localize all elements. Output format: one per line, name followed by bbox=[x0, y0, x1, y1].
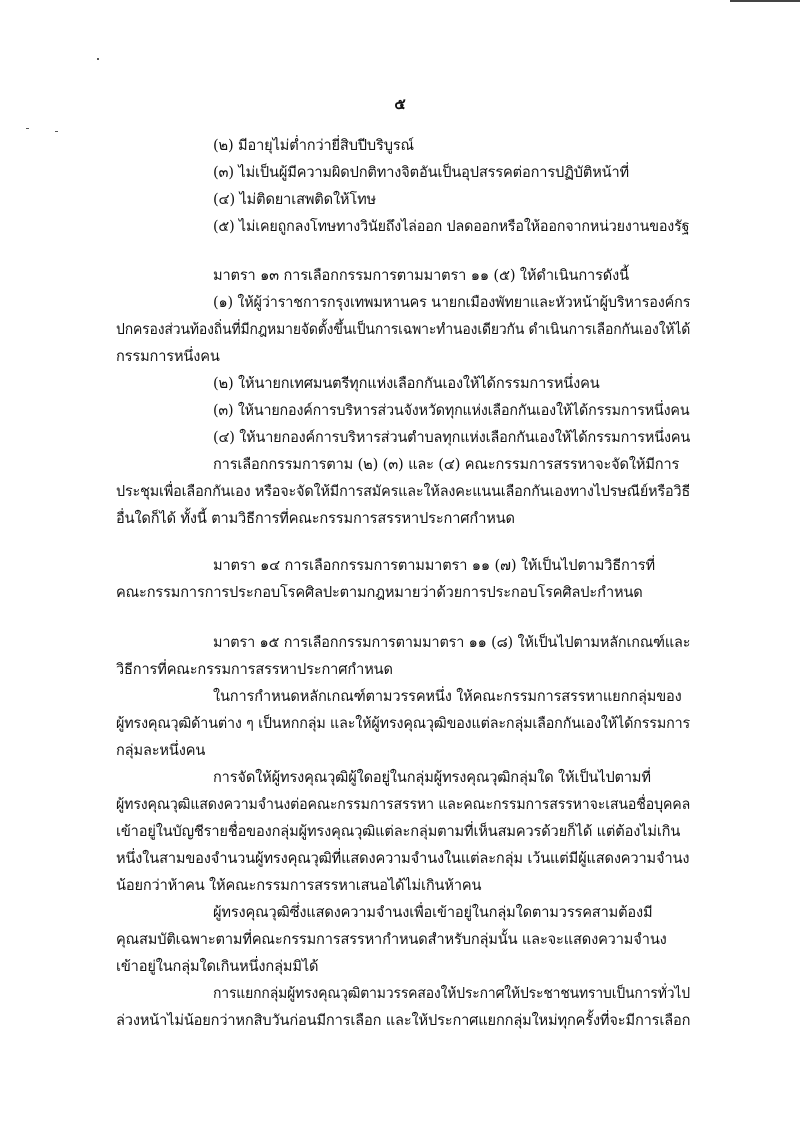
text-line: หนึ่งในสามของจำนวนผู้ทรงคุณวุฒิที่แสดงความจำนงในแต่ละกลุ่ม เว้นแต่มีผู้แสดงความจำนง bbox=[116, 850, 690, 867]
text-line: (๓) ไม่เป็นผู้มีความผิดปกติทางจิตอันเป็นอุปสรรคต่อการปฏิบัติหน้าที่ bbox=[213, 164, 630, 181]
page-number: ๕ bbox=[394, 95, 406, 113]
text-line: เข้าอยู่ในบัญชีรายชื่อของกลุ่มผู้ทรงคุณวุฒิแต่ละกลุ่มตามที่เห็นสมควรด้วยก็ได้ แต่ต้องไม่เกิน bbox=[116, 823, 681, 840]
text-line: คุณสมบัติเฉพาะตามที่คณะกรรมการสรรหากำหนดสำหรับกลุ่มนั้น และจะแสดงความจำนง bbox=[116, 931, 667, 948]
text-line: กลุ่มละหนึ่งคน bbox=[116, 742, 206, 759]
scan-speck bbox=[97, 58, 99, 60]
text-line: (๔) ให้นายกองค์การบริหารส่วนตำบลทุกแห่งเลือกกันเองให้ได้กรรมการหนึ่งคน bbox=[213, 429, 691, 446]
section-heading: มาตรา ๑๔ การเลือกกรรมการตามมาตรา ๑๑ (๗) ให้เป็นไปตามวิธีการที่ bbox=[213, 557, 655, 574]
text-line: (๕) ไม่เคยถูกลงโทษทางวินัยถึงไล่ออก ปลดออกหรือให้ออกจากหน่วยงานของรัฐ bbox=[213, 218, 690, 235]
text-line: กรรมการหนึ่งคน bbox=[116, 348, 220, 365]
text-line: ปกครองส่วนท้องถิ่นที่มีกฎหมายจัดตั้งขึ้นเป็นการเฉพาะทำนองเดียวกัน ดำเนินการเลือกกันเองให้ได้ bbox=[116, 321, 691, 338]
text-line: การจัดให้ผู้ทรงคุณวุฒิผู้ใดอยู่ในกลุ่มผู้ทรงคุณวุฒิกลุ่มใด ให้เป็นไปตามที่ bbox=[213, 769, 651, 786]
text-line: (๔) ไม่ติดยาเสพติดให้โทษ bbox=[213, 191, 377, 208]
text-line: ประชุมเพื่อเลือกกันเอง หรือจะจัดให้มีการสมัครและให้ลงคะแนนเลือกกันเองทางไปรษณีย์หรือวิธี bbox=[116, 483, 691, 500]
text-line: (๑) ให้ผู้ว่าราชการกรุงเทพมหานคร นายกเมืองพัทยาและหัวหน้าผู้บริหารองค์กร bbox=[213, 294, 691, 311]
text-line: การแยกกลุ่มผู้ทรงคุณวุฒิตามวรรคสองให้ประกาศให้ประชาชนทราบเป็นการทั่วไป bbox=[213, 985, 690, 1002]
text-line: ล่วงหน้าไม่น้อยกว่าหกสิบวันก่อนมีการเลือก และให้ประกาศแยกกลุ่มใหม่ทุกครั้งที่จะมีการเลือก bbox=[116, 1012, 691, 1029]
scan-edge-mark bbox=[730, 0, 800, 2]
text-line: (๒) มีอายุไม่ต่ำกว่ายี่สิบปีบริบูรณ์ bbox=[213, 137, 414, 154]
text-line: (๓) ให้นายกองค์การบริหารส่วนจังหวัดทุกแห่งเลือกกันเองให้ได้กรรมการหนึ่งคน bbox=[213, 402, 690, 419]
text-line: ในการกำหนดหลักเกณฑ์ตามวรรคหนึ่ง ให้คณะกรรมการสรรหาแยกกลุ่มของ bbox=[213, 688, 682, 705]
scan-speck bbox=[55, 131, 58, 132]
text-line: ผู้ทรงคุณวุฒิซึ่งแสดงความจำนงเพื่อเข้าอยู่ในกลุ่มใดตามวรรคสามต้องมี bbox=[213, 904, 653, 921]
text-line: คณะกรรมการการประกอบโรคศิลปะตามกฎหมายว่าด้วยการประกอบโรคศิลปะกำหนด bbox=[116, 584, 643, 601]
text-line: ผู้ทรงคุณวุฒิด้านต่าง ๆ เป็นหกกลุ่ม และให้ผู้ทรงคุณวุฒิของแต่ละกลุ่มเลือกกันเองให้ได้กรรมการ bbox=[116, 715, 691, 732]
text-line: การเลือกกรรมการตาม (๒) (๓) และ (๔) คณะกรรมการสรรหาจะจัดให้มีการ bbox=[213, 456, 680, 473]
text-line: เข้าอยู่ในกลุ่มใดเกินหนึ่งกลุ่มมิได้ bbox=[116, 958, 319, 975]
text-line: ผู้ทรงคุณวุฒิแสดงความจำนงต่อคณะกรรมการสรรหา และคณะกรรมการสรรหาจะเสนอชื่อบุคคล bbox=[116, 796, 691, 813]
text-line: วิธีการที่คณะกรรมการสรรหาประกาศกำหนด bbox=[116, 661, 393, 678]
section-heading: มาตรา ๑๕ การเลือกกรรมการตามมาตรา ๑๑ (๘) ให้เป็นไปตามหลักเกณฑ์และ bbox=[213, 634, 691, 651]
text-line: น้อยกว่าห้าคน ให้คณะกรรมการสรรหาเสนอได้ไม่เกินห้าคน bbox=[116, 877, 482, 894]
section-heading: มาตรา ๑๓ การเลือกกรรมการตามมาตรา ๑๑ (๕) ให้ดำเนินการดังนี้ bbox=[213, 267, 629, 284]
text-line: (๒) ให้นายกเทศมนตรีทุกแห่งเลือกกันเองให้ได้กรรมการหนึ่งคน bbox=[213, 375, 600, 392]
scan-speck bbox=[26, 128, 29, 129]
text-line: อื่นใดก็ได้ ทั้งนี้ ตามวิธีการที่คณะกรรมการสรรหาประกาศกำหนด bbox=[116, 510, 515, 527]
